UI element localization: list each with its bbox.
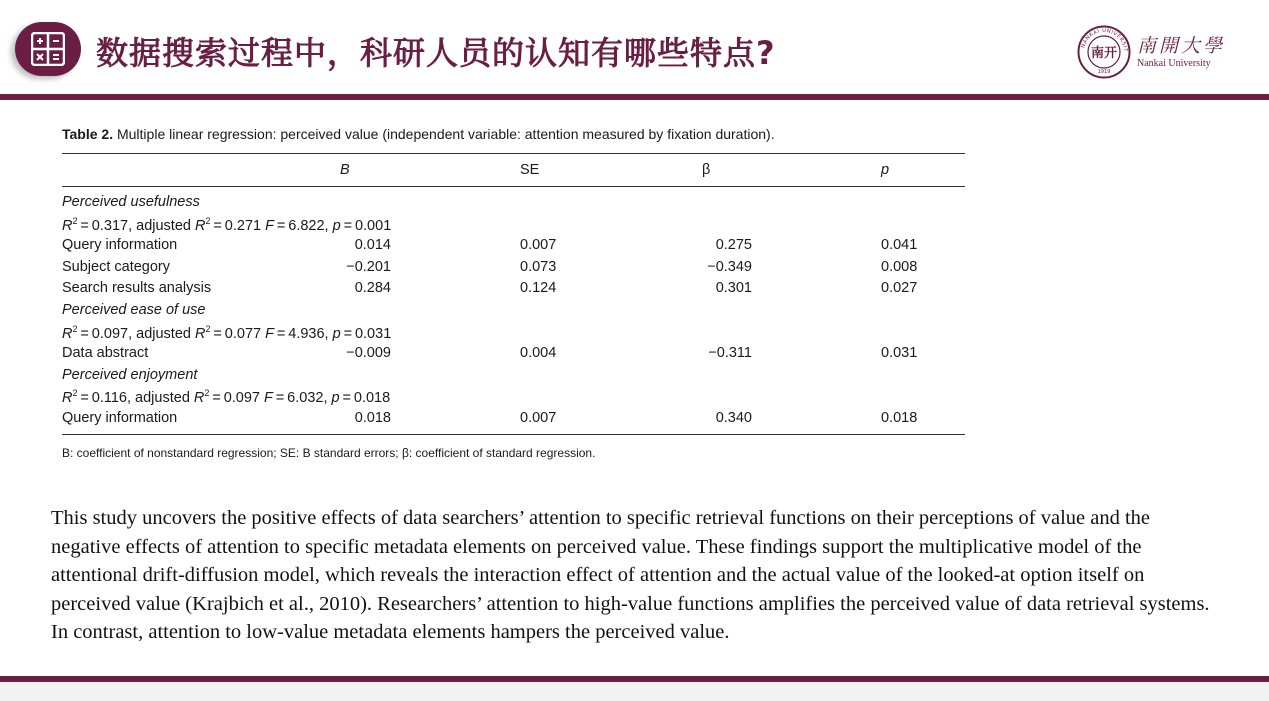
- cell-p: 0.018: [881, 410, 918, 426]
- body-paragraph: This study uncovers the positive effects of data searchers’ attention to specific retrieval functions on their perceptions of value and the negative effects of attention to specific metadata elements on perceived value. These findings support the multiplicative model of the attentional drift-diffusion model, which reveals the interaction effect of attention and the actual value of the looked-at option itself on perceived value (Krajbich et al., 2010). Researchers’ attention to high-value functions amplifies the perceived value of data retrieval systems. In contrast, attention to low-value metadata elements hampers the perceived value.: [51, 507, 1210, 644]
- col-header-se: SE: [520, 162, 540, 178]
- cell-beta: 0.340: [715, 410, 752, 426]
- col-header-p: p: [881, 162, 890, 178]
- table-header-rule: [62, 186, 965, 187]
- slide-header: [0, 0, 1269, 96]
- cell-b: −0.201: [346, 258, 391, 275]
- table-group-row: [62, 194, 965, 216]
- svg-text:NANKAI UNIVERSITY: NANKAI UNIVERSIT: [1080, 27, 1129, 53]
- table-top-rule: [62, 153, 965, 154]
- cell-se: 0.004: [520, 345, 557, 362]
- cell-beta: 0.275: [715, 237, 752, 254]
- table-row: [62, 410, 965, 432]
- university-name-cn: 南開大學: [1137, 35, 1226, 57]
- table-row: [62, 280, 965, 302]
- table-group-row: [62, 367, 965, 389]
- cell-p: 0.027: [881, 280, 918, 297]
- cell-beta: 0.301: [715, 280, 752, 297]
- table-caption: [62, 126, 965, 142]
- cell-beta: −0.349: [707, 258, 752, 275]
- table-label: Table 2.: [62, 126, 114, 142]
- cell-p: 0.031: [881, 345, 918, 362]
- university-logo: [1077, 25, 1252, 81]
- cell-se: 0.073: [520, 258, 557, 275]
- model-stats: $R^2 = 0.116$, adjusted $R^2 = 0.097$ F = 6.032, p = 0.018: [62, 388, 391, 407]
- cell-se: 0.124: [520, 280, 557, 297]
- table-stats-row: [62, 388, 965, 410]
- model-stats: $R^2 = 0.097$, adjusted $R^2 = 0.077$ F = 4.936, p = 0.031: [62, 323, 392, 342]
- table-note: B: coefficient of nonstandard regression; SE: B standard errors; β: coefficient of standard regression.: [62, 446, 596, 460]
- cell-b: 0.284: [354, 280, 391, 297]
- table-group-row: [62, 302, 965, 324]
- footer-strip: [0, 682, 1269, 701]
- table-row: [62, 237, 965, 259]
- cell-b: −0.009: [346, 345, 391, 362]
- row-label: Subject category: [62, 258, 171, 275]
- university-name-en: Nankai University: [1137, 58, 1211, 69]
- svg-text:南开: 南开: [1090, 46, 1118, 61]
- table-row: [62, 259, 965, 281]
- cell-se: 0.007: [520, 237, 557, 254]
- group-label: Perceived ease of use: [62, 302, 206, 318]
- slide-title: 数据搜索过程中，科研人员的认知有哪些特点?: [96, 34, 776, 72]
- table-row: [62, 345, 965, 367]
- group-label: Perceived usefulness: [62, 194, 200, 210]
- table-stats-row: [62, 324, 965, 346]
- svg-text:1919: 1919: [1097, 69, 1111, 75]
- table-stats-row: [62, 216, 965, 238]
- cell-b: 0.014: [354, 237, 391, 254]
- regression-table: [62, 126, 965, 460]
- model-stats: $R^2 = 0.317$, adjusted $R^2 = 0.271$ F = 6.822, p = 0.001: [62, 215, 392, 234]
- row-label: Query information: [62, 410, 178, 426]
- col-header-b: B: [340, 162, 350, 178]
- row-label: Data abstract: [62, 345, 149, 362]
- table-header-row: [62, 162, 965, 184]
- row-label: Query information: [62, 237, 178, 254]
- cell-p: 0.008: [881, 258, 918, 275]
- cell-se: 0.007: [520, 410, 557, 426]
- table-caption-text: Multiple linear regression: perceived value (independent variable: attention measured by fixation duration).: [116, 126, 775, 142]
- cell-beta: −0.311: [708, 345, 752, 362]
- cell-p: 0.041: [881, 237, 918, 254]
- row-label: Search results analysis: [62, 280, 212, 297]
- col-header-beta: β: [702, 162, 711, 178]
- table-bottom-rule: [62, 434, 965, 435]
- group-label: Perceived enjoyment: [62, 366, 198, 383]
- header-divider: [0, 94, 1269, 100]
- grid-calculator-icon: [15, 22, 81, 76]
- cell-b: 0.018: [354, 410, 391, 426]
- university-seal-icon: [1077, 25, 1131, 79]
